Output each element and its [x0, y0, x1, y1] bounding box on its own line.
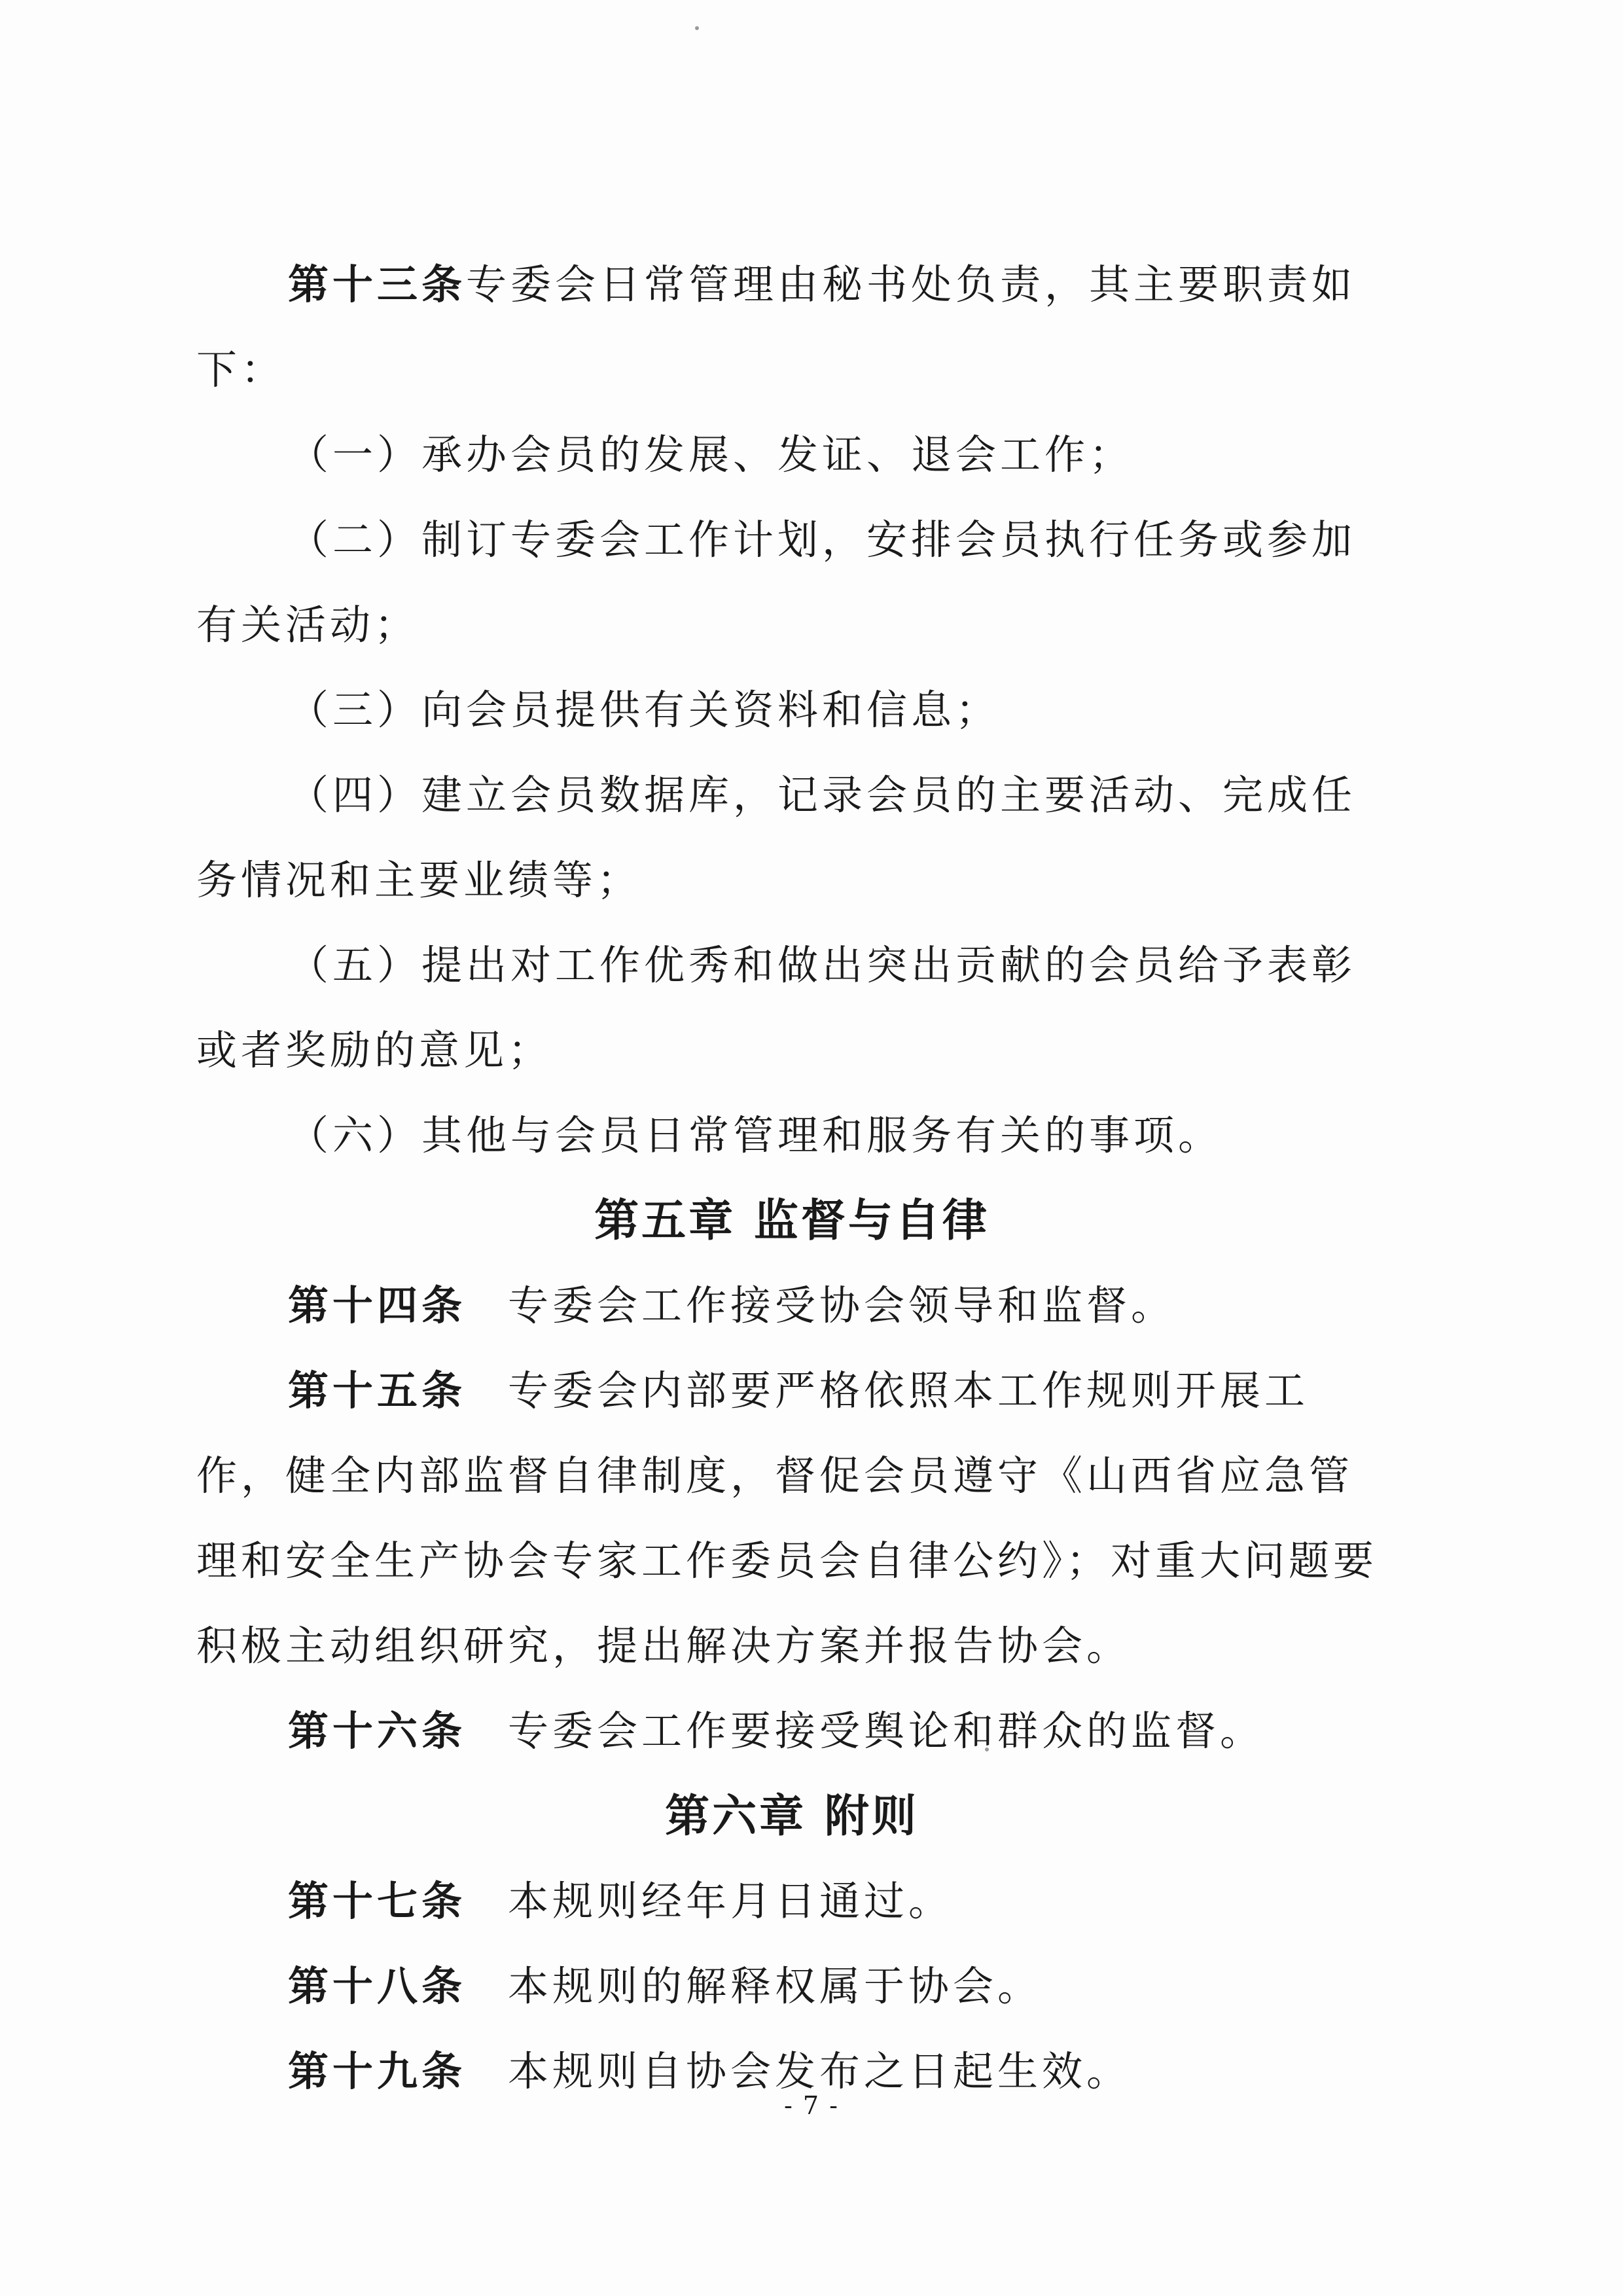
article-13-item-2: （二）制订专委会工作计划，安排会员执行任务或参加有关活动； — [196, 516, 1357, 649]
article-label: 第十六条 — [288, 1707, 467, 1755]
article-label: 第十四条 — [288, 1282, 467, 1329]
chapter-5-title: 第五章 监督与自律 — [594, 1194, 990, 1247]
article-18 — [196, 1944, 1387, 2029]
article-label: 第十八条 — [288, 1962, 467, 2010]
article-13 — [196, 242, 1387, 412]
article-label: 第十七条 — [288, 1877, 467, 1925]
article-text: 专委会工作接受协会领导和监督。 — [508, 1282, 1176, 1329]
article-13-item-3: （三）向会员提供有关资料和信息； — [288, 686, 1001, 734]
article-text: 专委会日常管理由秘书处负责，其主要职责如下： — [196, 260, 1357, 393]
article-label: 第十五条 — [288, 1367, 467, 1414]
article-17 — [196, 1859, 1387, 1944]
article-14 — [196, 1263, 1387, 1348]
document-body — [196, 242, 1387, 2114]
article-13-item-5: （五）提出对工作优秀和做出突出贡献的会员给予表彰或者奖励的意见； — [196, 941, 1357, 1074]
article-text: 本规则经年月日通过。 — [508, 1877, 954, 1925]
article-text: 本规则的解释权属于协会。 — [508, 1962, 1043, 2010]
article-text: 本规则自协会发布之日起生效。 — [508, 2047, 1132, 2095]
article-16 — [196, 1689, 1387, 1774]
article-label: 第十三条 — [288, 260, 467, 308]
article-15 — [196, 1348, 1387, 1689]
article-13-item-1: （一）承办会员的发展、发证、退会工作； — [288, 431, 1134, 478]
article-13-item-4: （四）建立会员数据库，记录会员的主要活动、完成任务情况和主要业绩等； — [196, 771, 1357, 904]
article-text: 专委会内部要严格依照本工作规则开展工作，健全内部监督自律制度，督促会员遵守《山西省应急管理和安全生产协会专家工作委员会自律公约》；对重大问题要积极主动组织研究，提出解决方案并报告协会。 — [196, 1367, 1378, 1670]
article-label: 第十九条 — [288, 2047, 467, 2095]
page-number: - 7 - — [783, 2091, 839, 2120]
scan-speck — [695, 26, 699, 30]
chapter-6-title: 第六章 附则 — [665, 1790, 919, 1842]
article-text: 专委会工作要接受舆论和群众的监督。 — [508, 1707, 1265, 1755]
article-13-item-6: （六）其他与会员日常管理和服务有关的事项。 — [288, 1111, 1223, 1159]
